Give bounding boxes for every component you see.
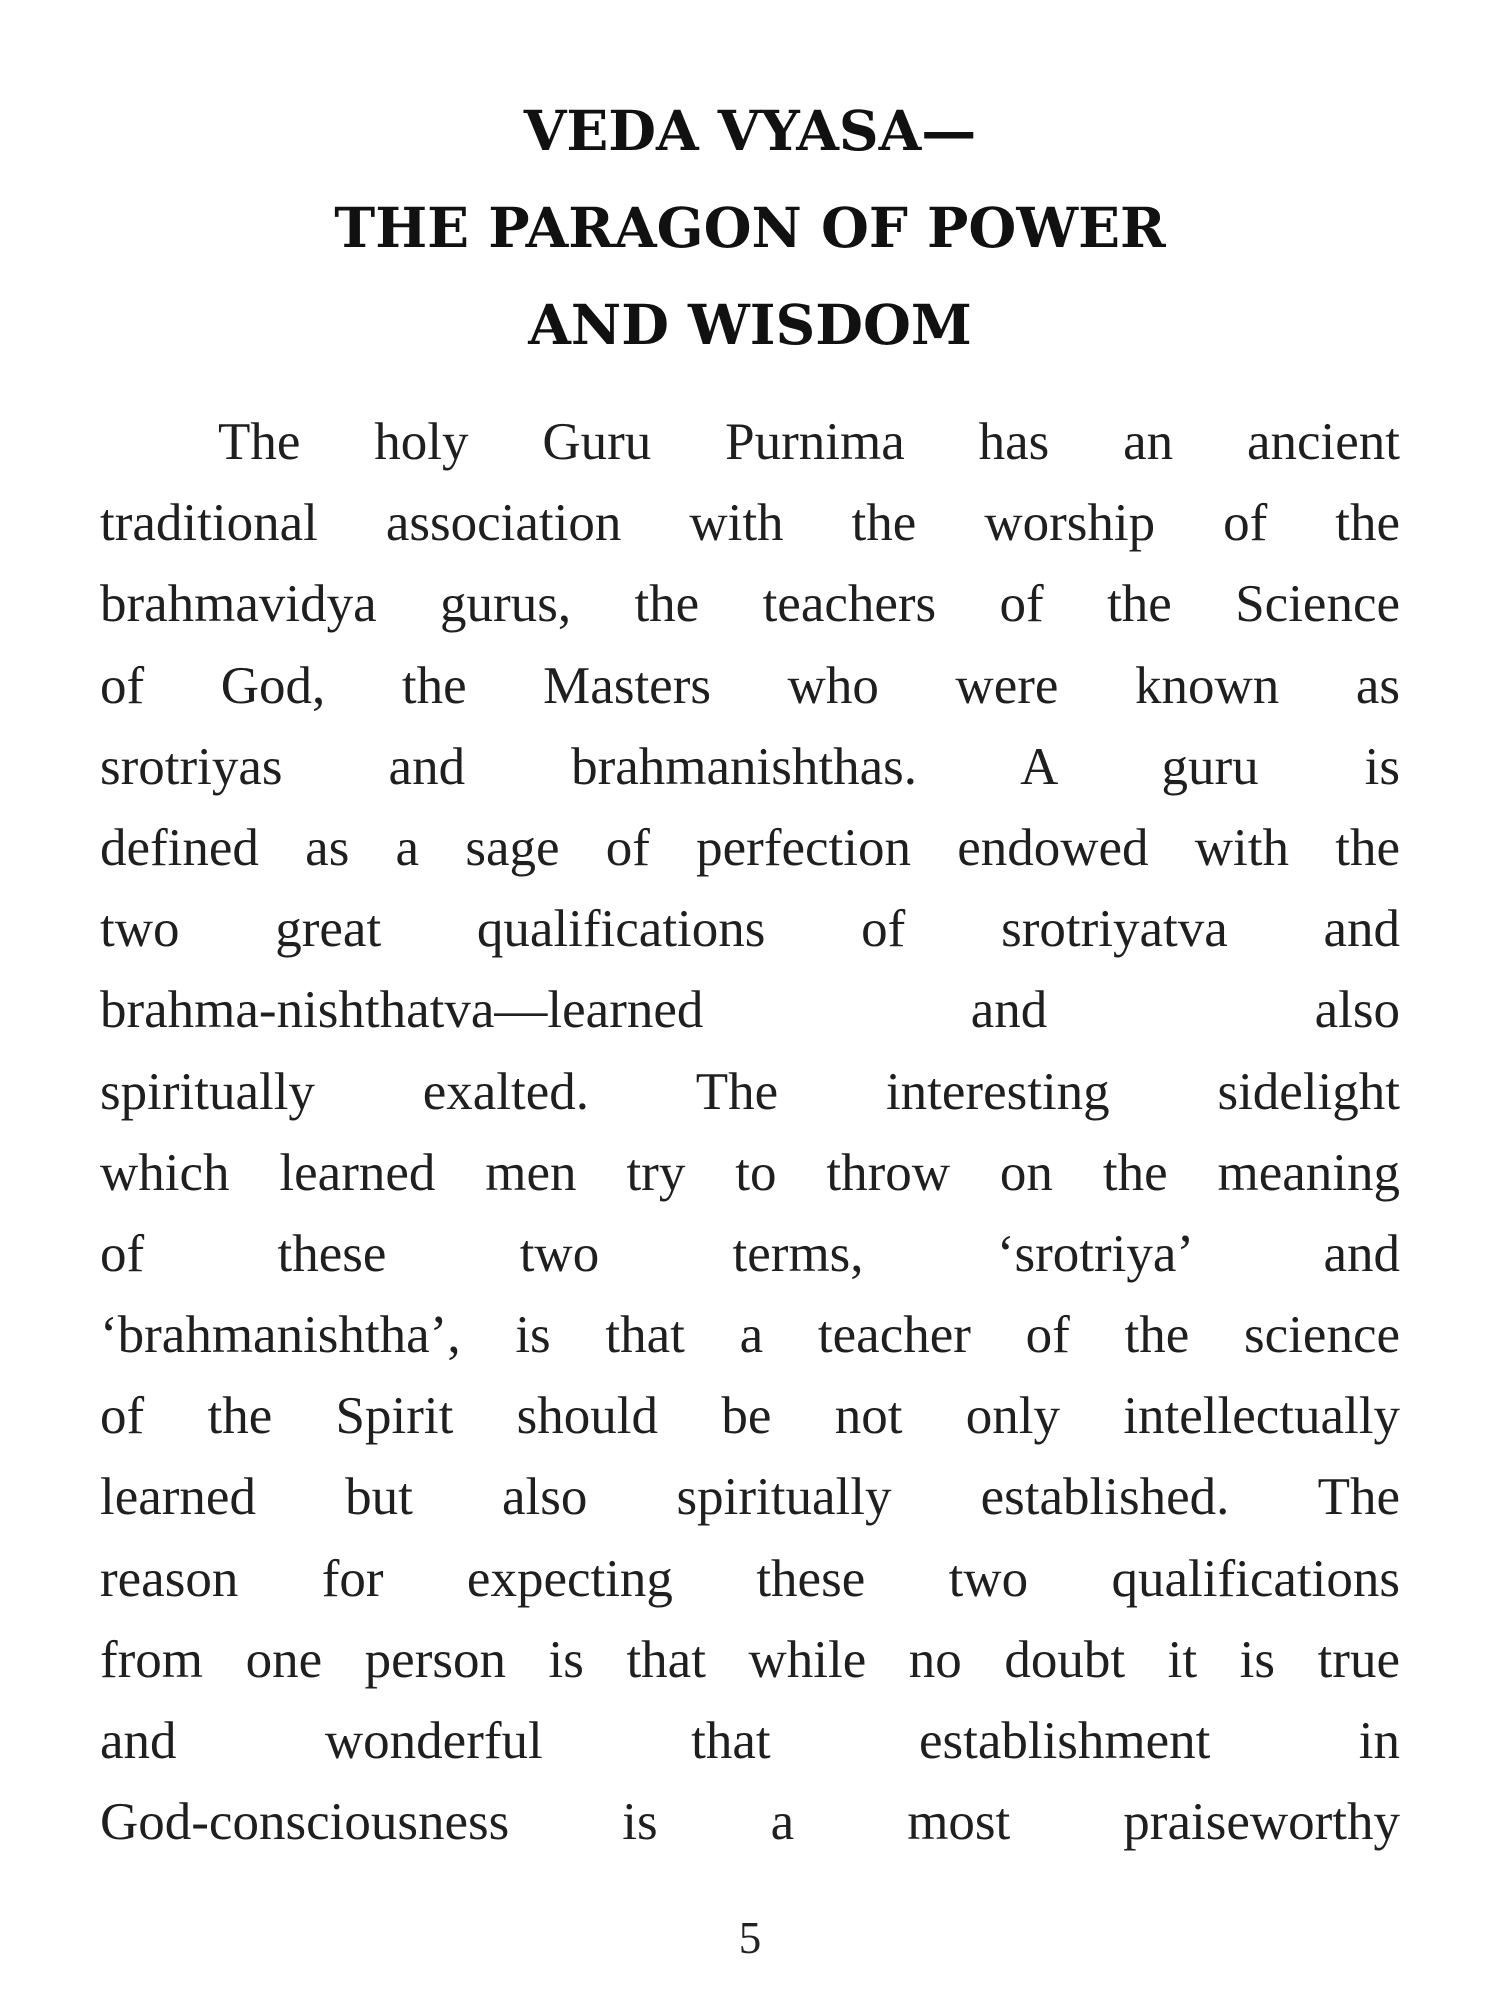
paragraph-line: of these two terms, ‘srotriya’ and — [100, 1224, 1400, 1283]
page-number: 5 — [738, 1913, 762, 1963]
heading-line-3: AND WISDOM — [528, 292, 972, 357]
paragraph-line: ‘brahmanishtha’, is that a teacher of the science — [100, 1306, 1400, 1365]
paragraph-line: of the Spirit should be not only intellectually — [100, 1387, 1400, 1446]
heading-line-1: VEDA VYASA— — [523, 98, 977, 163]
paragraph-line: brahma-nishthatva—learned and also — [100, 981, 1400, 1040]
heading-line-2: THE PARAGON OF POWER — [334, 195, 1166, 260]
paragraph-line: which learned men try to throw on the meaning — [100, 1143, 1400, 1202]
paragraph-line: reason for expecting these two qualifications — [100, 1549, 1400, 1608]
body-paragraph — [100, 402, 1400, 1863]
paragraph-line: of God, the Masters who were known as — [100, 656, 1400, 715]
paragraph-line: traditional association with the worship of the — [100, 494, 1400, 553]
paragraph-line: srotriyas and brahmanishthas. A guru is — [100, 737, 1400, 796]
paragraph-line: brahmavidya gurus, the teachers of the Science — [100, 575, 1400, 634]
paragraph-line: two great qualifications of srotriyatva and — [100, 900, 1400, 959]
paragraph-line: and wonderful that establishment in — [100, 1712, 1400, 1770]
paragraph-line: defined as a sage of perfection endowed with the — [100, 818, 1400, 877]
chapter-heading — [0, 82, 1500, 373]
paragraph-line: God-consciousness is a most praiseworthy — [100, 1793, 1400, 1852]
paragraph-line: from one person is that while no doubt it is true — [100, 1630, 1400, 1689]
paragraph-line: The holy Guru Purnima has an ancient — [218, 413, 1400, 471]
paragraph-line: learned but also spiritually established. The — [100, 1468, 1400, 1527]
paragraph-line: spiritually exalted. The interesting sidelight — [100, 1062, 1400, 1121]
